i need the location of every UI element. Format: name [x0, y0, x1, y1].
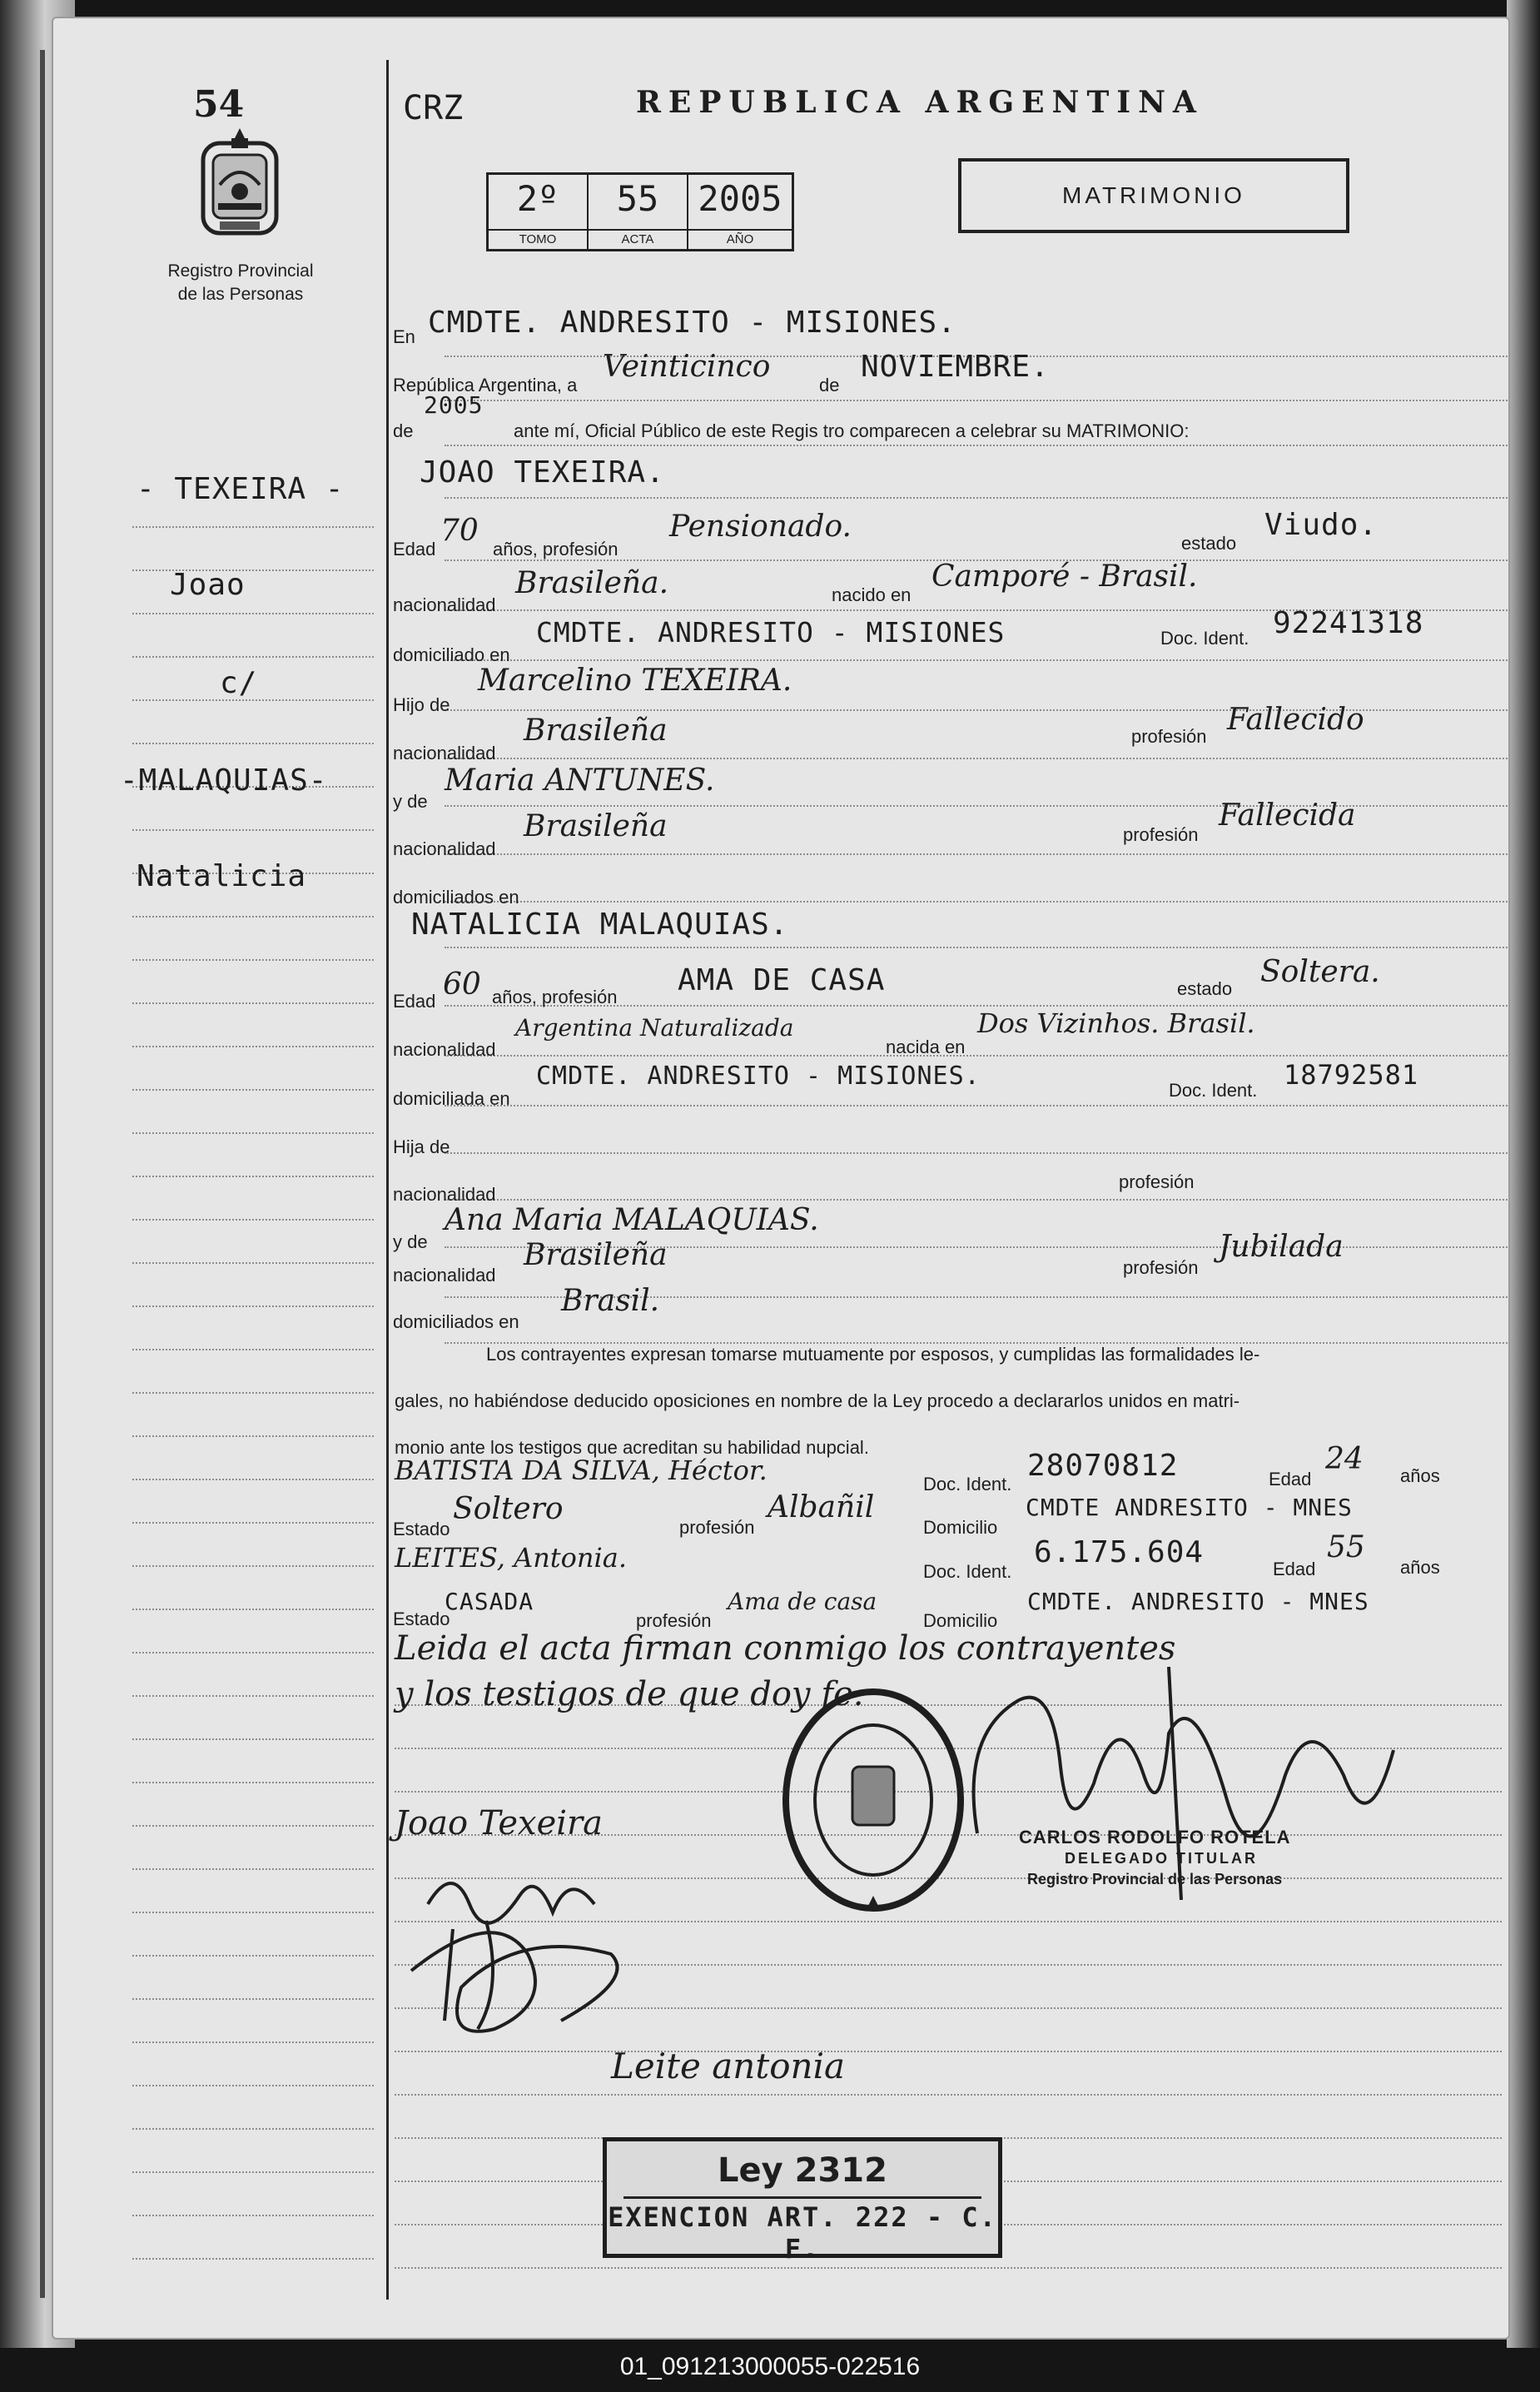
bride-edad-label: Edad: [393, 991, 436, 1012]
groom-doc-label: Doc. Ident.: [1160, 628, 1249, 649]
margin-ruled-line: [132, 829, 374, 831]
margin-ruled-line: [132, 2128, 374, 2130]
margin-ruled-line: [132, 613, 374, 614]
margin-note-groom-name: Joao: [170, 568, 246, 602]
margin-ruled-line: [132, 2215, 374, 2216]
republica-label: República Argentina, a: [393, 375, 578, 395]
tomo-label: TOMO: [489, 229, 587, 249]
bride-name: NATALICIA MALAQUIAS.: [411, 908, 789, 942]
witness1-doc: 28070812: [1027, 1449, 1179, 1483]
margin-ruled-line: [132, 1738, 374, 1740]
certificate-page: [52, 17, 1510, 2340]
misiones-coat-of-arms-icon: [195, 127, 285, 243]
margin-ruled-line: [132, 1912, 374, 1913]
margin-ruled-line: [132, 1522, 374, 1524]
margin-ruled-line: [132, 526, 374, 528]
bride-father-profesion-label: profesión: [1119, 1171, 1195, 1192]
margin-ruled-line: [132, 1479, 374, 1480]
margin-ruled-line: [132, 1998, 374, 2000]
margin-ruled-line: [132, 959, 374, 961]
margin-ruled-line: [132, 1652, 374, 1654]
tomo-value: 2º: [516, 178, 559, 219]
bride-civil-status: Soltera.: [1260, 955, 1380, 989]
margin-ruled-line: [132, 1825, 374, 1827]
witness-signature: Leite antonia: [611, 2046, 846, 2086]
groom-name: JOAO TEXEIRA.: [420, 455, 665, 490]
record-number-box: [486, 172, 794, 251]
tomo-cell: [489, 175, 589, 249]
registry-name: [161, 260, 320, 306]
margin-note-bride-surname: -MALAQUIAS-: [120, 763, 328, 798]
margin-ruled-line: [132, 1305, 374, 1307]
groom-profession: Pensionado.: [669, 510, 852, 544]
witness1-doc-label: Doc. Ident.: [923, 1474, 1012, 1494]
field-ruled-line: [445, 901, 1510, 903]
acta-cell: [589, 175, 688, 249]
groom-mother-profession: Fallecida: [1219, 798, 1356, 833]
anio-label: AÑO: [688, 229, 792, 249]
bride-estado-label: estado: [1177, 978, 1233, 999]
witness2-doc-label: Doc. Ident.: [923, 1561, 1012, 1582]
signature-ruled-line: [395, 2094, 1502, 2096]
bride-yde-label: y de: [393, 1231, 428, 1252]
exemption-divider: [623, 2196, 981, 2199]
record-type-box: MATRIMONIO: [958, 158, 1349, 233]
field-ruled-line: [445, 1199, 1510, 1201]
day-value: Veinticinco: [603, 350, 771, 384]
margin-ruled-line: [132, 1392, 374, 1394]
witness1-age: 24: [1325, 1442, 1364, 1476]
field-ruled-line: [445, 758, 1510, 759]
groom-nacionalidad-label: nacionalidad: [393, 594, 496, 615]
exemption-article: EXENCION ART. 222 - C. F.: [608, 2201, 997, 2265]
bride-nacionalidad-label: nacionalidad: [393, 1039, 496, 1060]
bride-profesion-label: años, profesión: [492, 987, 618, 1007]
statement-text: ante mí, Oficial Público de este Regis tro comparecen a celebrar su MATRIMONIO:: [514, 420, 1190, 441]
bride-domicile: CMDTE. ANDRESITO - MISIONES.: [536, 1062, 981, 1091]
month-value: NOVIEMBRE.: [861, 350, 1050, 384]
groom-father-profession: Fallecido: [1227, 703, 1364, 737]
margin-ruled-line: [132, 1089, 374, 1091]
groom-doc: 92241318: [1273, 606, 1424, 640]
place-value: CMDTE. ANDRESITO - MISIONES.: [428, 306, 956, 340]
margin-ruled-line: [132, 1349, 374, 1350]
field-ruled-line: [445, 947, 1510, 948]
margin-note-surname: - TEXEIRA -: [137, 472, 345, 506]
declaration-line3: monio ante los testigos que acreditan su habilidad nupcial.: [395, 1437, 869, 1458]
registry-name-line1: Registro Provincial: [167, 261, 314, 281]
signature-ruled-line: [395, 2267, 1502, 2269]
groom-age: 70: [440, 514, 479, 548]
closing-line1: Leida el acta firman conmigo los contrayentes: [395, 1629, 1176, 1668]
groom-father-nacionalidad-label: nacionalidad: [393, 743, 496, 763]
registry-name-line2: de las Personas: [177, 285, 304, 304]
exemption-stamp: [603, 2137, 1002, 2265]
groom-domicile: CMDTE. ANDRESITO - MISIONES: [536, 616, 1006, 649]
file-identifier: 01_091213000055-022516: [619, 2353, 921, 2380]
margin-ruled-line: [132, 2258, 374, 2260]
anio-cell: [688, 175, 792, 249]
acta-value: 55: [616, 178, 659, 219]
margin-ruled-line: [132, 2171, 374, 2173]
margin-ruled-line: [132, 1176, 374, 1177]
country-title: REPUBLICA ARGENTINA: [636, 85, 1204, 120]
margin-ruled-line: [132, 656, 374, 658]
bride-parents-domicile: Brasil.: [561, 1284, 660, 1318]
exemption-law: Ley 2312: [718, 2151, 887, 2190]
margin-ruled-line: [132, 1868, 374, 1870]
groom-estado-label: estado: [1181, 533, 1237, 554]
signature-ruled-line: [395, 2051, 1502, 2052]
binding-stripe: [40, 50, 45, 2298]
field-ruled-line: [445, 400, 1510, 401]
bride-nationality: Argentina Naturalizada: [515, 1014, 794, 1042]
witness2-domicilio-label: Domicilio: [923, 1610, 998, 1631]
margin-ruled-line: [132, 2085, 374, 2086]
margin-ruled-line: [132, 743, 374, 744]
witness2-anios-label: años: [1400, 1557, 1440, 1578]
de-label: de: [819, 375, 840, 395]
closing-line2: y los testigos de que doy fe.: [395, 1675, 864, 1713]
margin-ruled-line: [132, 1695, 374, 1697]
field-ruled-line: [445, 1152, 1510, 1154]
declaration-line2: gales, no habiéndose deducido oposiciones en nombre de la Ley procedo a declararlos unidos en matri-: [395, 1390, 1240, 1411]
stamp-officer-office: Registro Provincial de las Personas: [1027, 1871, 1283, 1887]
field-ruled-line: [445, 853, 1510, 855]
groom-mother-nationality: Brasileña: [524, 809, 668, 843]
witness1-domicile: CMDTE ANDRESITO - MNES: [1026, 1494, 1353, 1521]
groom-nationality: Brasileña.: [515, 566, 669, 600]
witness2-domicile: CMDTE. ANDRESITO - MNES: [1027, 1588, 1369, 1615]
stamp-officer-name: CARLOS RODOLFO ROTELA: [1019, 1827, 1291, 1847]
margin-ruled-line: [132, 1955, 374, 1957]
groom-mother-nacionalidad-label: nacionalidad: [393, 838, 496, 859]
anio-value: 2005: [698, 178, 782, 219]
margin-ruled-line: [132, 1046, 374, 1047]
groom-mother-profesion-label: profesión: [1123, 824, 1199, 845]
en-label: En: [393, 326, 415, 347]
bride-mother-profession: Jubilada: [1219, 1230, 1344, 1264]
witness2-doc: 6.175.604: [1034, 1535, 1205, 1569]
margin-ruled-line: [132, 1565, 374, 1567]
margin-note-bride-name: Natalicia: [137, 859, 307, 893]
field-ruled-line: [445, 1105, 1510, 1106]
margin-ruled-line: [132, 2041, 374, 2043]
bride-signature-scribble-icon: [395, 1854, 669, 2046]
page-number: 54: [193, 83, 245, 126]
bride-mother-nacionalidad-label: nacionalidad: [393, 1265, 496, 1286]
witness1-anios-label: años: [1400, 1465, 1440, 1486]
bride-doc: 18792581: [1284, 1059, 1419, 1091]
margin-ruled-line: [132, 916, 374, 918]
groom-mother: Maria ANTUNES.: [445, 763, 715, 798]
groom-domiciliado-label: domiciliado en: [393, 644, 510, 665]
bride-parents-domicile-label: domiciliados en: [393, 1311, 519, 1332]
declaration-line1: Los contrayentes expresan tomarse mutuamente por esposos, y cumplidas las formalidades le-: [486, 1344, 1260, 1365]
bride-doc-label: Doc. Ident.: [1169, 1080, 1258, 1101]
witness1-profesion-label: profesión: [679, 1517, 755, 1538]
groom-profesion-label: años, profesión: [493, 539, 618, 559]
bride-profession: AMA DE CASA: [678, 963, 886, 997]
witness2-profesion-label: profesión: [636, 1610, 712, 1631]
bride-domiciliada-label: domiciliada en: [393, 1088, 510, 1109]
de2-label: de: [393, 420, 414, 441]
witness2-civil-status: CASADA: [445, 1588, 534, 1615]
groom-hijo-label: Hijo de: [393, 694, 450, 715]
groom-father: Marcelino TEXEIRA.: [478, 664, 792, 698]
witness2-name: LEITES, Antonia.: [395, 1542, 628, 1574]
witness2-age: 55: [1327, 1530, 1365, 1564]
registry-round-stamp-icon: [777, 1683, 969, 1917]
year-value: 2005: [424, 391, 484, 419]
groom-signature: Joao Texeira: [395, 1804, 603, 1842]
groom-civil-status: Viudo.: [1264, 508, 1379, 542]
margin-ruled-line: [132, 1262, 374, 1264]
book-edge: [1507, 0, 1540, 2348]
groom-nacido-label: nacido en: [832, 584, 912, 605]
witness1-civil-status: Soltero: [453, 1492, 564, 1526]
bride-father-nacionalidad-label: nacionalidad: [393, 1184, 496, 1205]
margin-ruled-line: [132, 1132, 374, 1134]
margin-ruled-line: [132, 1002, 374, 1004]
stamp-officer-title: DELEGADO TITULAR: [1065, 1850, 1258, 1867]
groom-father-profesion-label: profesión: [1131, 726, 1207, 747]
margin-ruled-line: [132, 569, 374, 571]
field-ruled-line: [445, 1055, 1510, 1057]
witness2-edad-label: Edad: [1273, 1559, 1316, 1579]
margin-divider: [386, 60, 389, 2300]
field-ruled-line: [445, 659, 1510, 661]
field-ruled-line: [445, 497, 1510, 499]
witness1-edad-label: Edad: [1269, 1469, 1312, 1489]
witness1-profession: Albañil: [768, 1490, 875, 1524]
witness1-name: BATISTA DA SILVA, Héctor.: [395, 1455, 768, 1486]
margin-ruled-line: [132, 1435, 374, 1437]
witness1-domicilio-label: Domicilio: [923, 1517, 998, 1538]
bride-mother-nationality: Brasileña: [524, 1238, 668, 1272]
margin-ruled-line: [132, 1609, 374, 1610]
bride-mother: Ana Maria MALAQUIAS.: [445, 1203, 819, 1237]
groom-yde-label: y de: [393, 791, 428, 812]
margin-ruled-line: [132, 1782, 374, 1783]
witness1-estado-label: Estado: [393, 1519, 450, 1539]
witness2-estado-label: Estado: [393, 1609, 450, 1629]
bride-hija-label: Hija de: [393, 1136, 450, 1157]
margin-ruled-line: [132, 1219, 374, 1221]
bride-age: 60: [443, 967, 481, 1002]
bride-birthplace: Dos Vizinhos. Brasil.: [977, 1007, 1255, 1039]
groom-birthplace: Camporé - Brasil.: [931, 559, 1198, 594]
witness2-profession: Ama de casa: [728, 1588, 877, 1615]
groom-edad-label: Edad: [393, 539, 436, 559]
groom-father-nationality: Brasileña: [524, 714, 668, 748]
acta-label: ACTA: [589, 229, 687, 249]
field-ruled-line: [445, 445, 1510, 446]
bride-mother-profesion-label: profesión: [1123, 1257, 1199, 1278]
bride-nacida-label: nacida en: [886, 1037, 966, 1057]
groom-parents-domicile-label: domiciliados en: [393, 887, 519, 908]
margin-note-with: c/: [220, 666, 258, 700]
handwritten-annotation: CRZ: [403, 89, 464, 127]
